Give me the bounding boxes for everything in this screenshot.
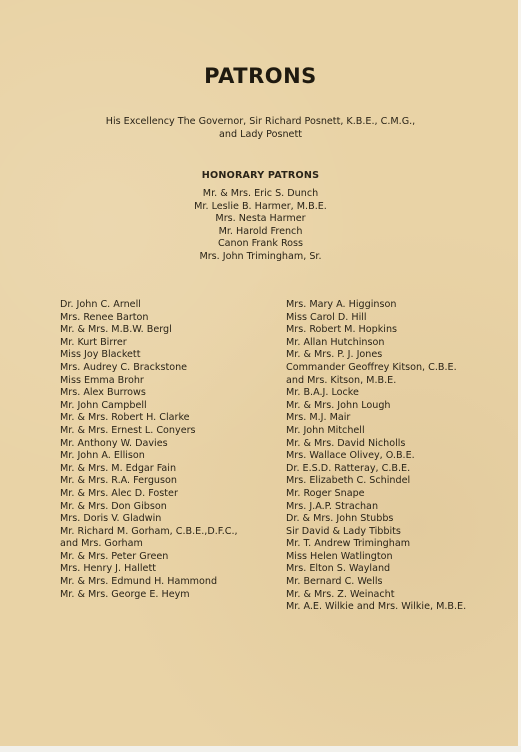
patron-name: Miss Joy Blackett: [60, 349, 141, 361]
patron-name: Mrs. Henry J. Hallett: [60, 563, 156, 575]
honorary-patron: Mr. & Mrs. Eric S. Dunch: [202, 188, 319, 199]
honorary-patron: Canon Frank Ross: [217, 238, 304, 250]
patron-name: Mr. & Mrs. R.A. Ferguson: [60, 475, 177, 487]
patron-name: Mrs. Elizabeth C. Schindel: [286, 475, 411, 487]
patron-name: Mr. & Mrs. John Lough: [286, 399, 391, 411]
honorary-patrons-heading: HONORARY PATRONS: [201, 170, 320, 181]
honorary-patron: Mrs. John Trimingham, Sr.: [199, 250, 322, 262]
patron-name: Mr. T. Andrew Trimingham: [286, 538, 411, 550]
patron-name: Mr. John A. Ellison: [60, 450, 145, 462]
patron-name: Mr. & Mrs. Don Gibson: [60, 500, 167, 512]
patron-name: Mr. & Mrs. Peter Green: [60, 550, 169, 562]
honorary-patron: Mr. Harold French: [218, 225, 303, 237]
patron-name: Mrs. Renee Barton: [60, 311, 149, 323]
honorary-patron: Mrs. Nesta Harmer: [215, 213, 306, 225]
patron-name: Miss Helen Watlington: [286, 550, 393, 562]
patron-name: Dr. E.S.D. Ratteray, C.B.E.: [286, 462, 411, 474]
dedication-line: His Excellency The Governor, Sir Richard Posnett, K.B.E., C.M.G.,: [105, 116, 416, 127]
patron-name: and Mrs. Kitson, M.B.E.: [286, 374, 397, 386]
patron-name: Mr. A.E. Wilkie and Mrs. Wilkie, M.B.E.: [286, 601, 467, 613]
patron-name: Mrs. J.A.P. Strachan: [286, 500, 379, 512]
patron-name: Mr. & Mrs. P. J. Jones: [286, 349, 383, 361]
patron-name: Mrs. Doris V. Gladwin: [60, 513, 162, 525]
patron-name: Mr. & Mrs. Ernest L. Conyers: [60, 424, 196, 436]
patron-name: Mr. & Mrs. David Nicholls: [286, 437, 406, 449]
patron-name: Mr. Anthony W. Davies: [60, 437, 168, 449]
patron-name: Mr. & Mrs. Robert H. Clarke: [60, 412, 190, 424]
governor-dedication: [0, 116, 521, 141]
honorary-patron: Mr. Leslie B. Harmer, M.B.E.: [194, 200, 327, 212]
patron-name: Mr. B.A.J. Locke: [286, 387, 359, 399]
patron-name: Mrs. Mary A. Higginson: [286, 299, 397, 310]
dedication-line: and Lady Posnett: [219, 128, 302, 140]
patron-name: Mrs. Wallace Olivey, O.B.E.: [286, 450, 415, 462]
patron-name: Mr. John Mitchell: [286, 424, 365, 436]
patron-name: Mrs. M.J. Mair: [286, 412, 351, 424]
patron-name: Commander Geoffrey Kitson, C.B.E.: [286, 361, 457, 373]
patron-name: Mr. Bernard C. Wells: [286, 576, 383, 588]
page-edge-bottom: [0, 746, 521, 752]
patron-name: Miss Emma Brohr: [60, 374, 144, 386]
patron-name: Mr. Richard M. Gorham, C.B.E.,D.F.C.,: [60, 525, 238, 537]
patron-name: Mr. & Mrs. M. Edgar Fain: [60, 462, 177, 474]
patron-name: Mrs. Audrey C. Brackstone: [60, 361, 188, 373]
patron-name: Miss Carol D. Hill: [286, 311, 367, 323]
patrons-column-right: [286, 299, 466, 614]
patron-name: Mr. Kurt Birrer: [60, 336, 127, 348]
patron-name: Mr. & Mrs. Edmund H. Hammond: [60, 576, 218, 588]
page-title: PATRONS: [204, 64, 317, 88]
patron-name: and Mrs. Gorham: [60, 538, 143, 550]
patron-name: Mrs. Alex Burrows: [60, 387, 146, 399]
patron-name: Mr. Allan Hutchinson: [286, 336, 385, 348]
patron-name: Dr. John C. Arnell: [60, 299, 141, 310]
patrons-column-left: [60, 299, 238, 601]
patron-name: Mrs. Robert M. Hopkins: [286, 324, 398, 336]
patron-name: Mrs. Elton S. Wayland: [286, 563, 391, 575]
patron-name: Sir David & Lady Tibbits: [286, 525, 401, 537]
patron-name: Mr. Roger Snape: [286, 487, 365, 499]
patron-name: Mr. & Mrs. Alec D. Foster: [60, 487, 178, 499]
patron-name: Dr. & Mrs. John Stubbs: [286, 513, 394, 525]
patron-name: Mr. & Mrs. George E. Heym: [60, 588, 190, 600]
patron-name: Mr. & Mrs. M.B.W. Bergl: [60, 324, 172, 336]
patron-name: Mr. John Campbell: [60, 399, 147, 411]
patron-name: Mr. & Mrs. Z. Weinacht: [286, 588, 395, 600]
honorary-patrons-list: [0, 188, 521, 264]
